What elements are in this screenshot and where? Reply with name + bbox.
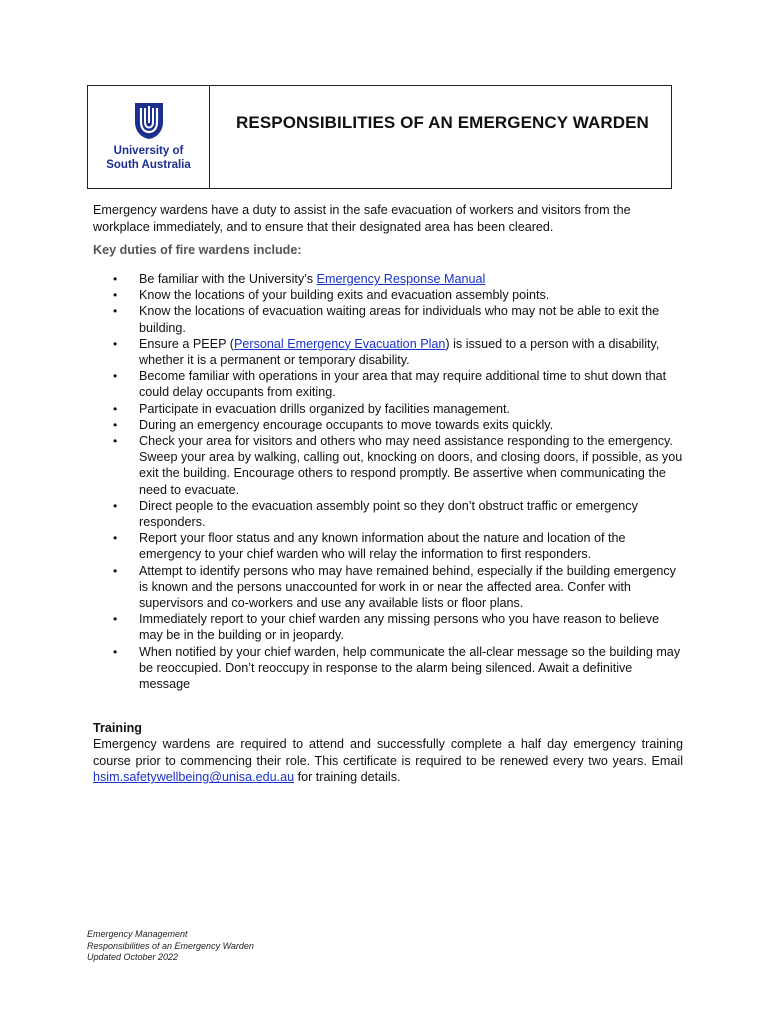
duty-text: Check your area for visitors and others who may need assistance responding to the emergency. Sweep your area by walking, calling out, knocking on doors, and closing doors, if possible, as you exit the building. Encourage others to respond promptly. Be assertive when communicating the need to evacuate. [139,434,683,497]
main-content [93,202,683,786]
logo-line-2: South Australia [106,159,191,171]
intro-paragraph: Emergency wardens have a duty to assist in the safe evacuation of workers and visitors from the workplace immediately, and to ensure that their designated area has been cleared. [93,203,631,234]
duty-text: Know the locations of your building exits and evacuation assembly points. [139,288,550,303]
peep-link[interactable]: Personal Emergency Evacuation Plan [233,336,446,351]
duty-text: Report your floor status and any known information about the nature and location of the emergency to your chief warden who will relay the information to first responders. [139,531,626,562]
emergency-response-manual-link[interactable]: Emergency Response Manual [316,272,486,286]
bullet-icon: • [113,498,118,513]
duty-text: Become familiar with operations in your area that may require additional time to shut down that could delay occupants from exiting. [139,369,667,400]
header-table [87,85,672,189]
logo-cell [88,86,210,188]
bullet-icon: • [113,612,118,627]
bullet-icon: • [113,288,118,303]
footer-line-2: Responsibilities of an Emergency Warden [87,940,254,951]
page-title: RESPONSIBILITIES OF AN EMERGENCY WARDEN [236,113,649,132]
list-item [93,417,683,433]
duty-text: When notified by your chief warden, help communicate the all-clear message so the building may be reoccupied. Don’t reoccupy in response to the alarm being silenced. Await a definitive message [139,644,681,692]
key-duties-heading: Key duties of fire wardens include: [93,243,302,257]
duty-text-tail: ) is issued to a person with a disability, whether it is a permanent or temporary disability. [139,336,660,368]
list-item [93,563,683,612]
bullet-icon: • [113,369,118,384]
training-paragraph [93,736,683,786]
bullet-icon: • [113,434,118,449]
logo-text [106,144,191,172]
list-item [93,498,683,530]
email-suffix: for training details. [294,770,401,785]
footer [87,929,254,964]
list-item [93,401,683,417]
duties-list [93,271,683,692]
duty-text: Know the locations of evacuation waiting areas for individuals who may not be able to exit the building. [139,304,660,335]
logo-line-1: University of [113,145,184,157]
duty-text: Ensure a PEEP ( [139,336,234,351]
list-item [93,271,683,287]
duty-text: Participate in evacuation drills organized by facilities management. [139,401,511,416]
training-section [93,720,683,786]
title-cell [210,86,671,188]
duty-text: During an emergency encourage occupants to move towards exits quickly. [139,417,554,432]
list-item [93,433,683,498]
training-email-link[interactable]: hsim.safetywellbeing@unisa.edu.au [93,770,295,785]
duty-text: Direct people to the evacuation assembly point so they don’t obstruct traffic or emergency responders. [139,498,638,530]
bullet-icon: • [113,272,118,286]
duty-text: Be familiar with the University’s [139,272,317,286]
email-prefix: Email [651,753,684,768]
bullet-icon: • [113,417,118,432]
bullet-icon: • [113,531,118,546]
footer-line-3: Updated October 2022 [87,952,179,962]
list-item [93,644,683,693]
university-logo-icon [134,102,164,140]
bullet-icon: • [113,401,118,416]
list-item [93,303,683,335]
bullet-icon: • [113,563,118,578]
footer-line-1: Emergency Management [87,929,188,939]
duty-text: Attempt to identify persons who may have remained behind, especially if the building emergency is known and the persons unaccounted for work in or near the affected area. Confer with supervisors and co-workers and use any available lists or floor plans. [139,563,676,611]
bullet-icon: • [113,644,118,659]
duty-text: Immediately report to your chief warden any missing persons who you have reason to believe may be in the building or in jeopardy. [139,612,660,643]
training-text: Emergency wardens are required to attend and successfully complete a half day emergency training course prior to commencing their role. This certificate is required to be renewed every two years. [93,737,683,768]
list-item [93,287,683,303]
bullet-icon: • [113,304,118,319]
list-item [93,530,683,562]
list-item [93,611,683,643]
list-item [93,368,683,400]
bullet-icon: • [113,336,118,351]
list-item [93,336,683,368]
training-heading: Training [93,721,142,736]
